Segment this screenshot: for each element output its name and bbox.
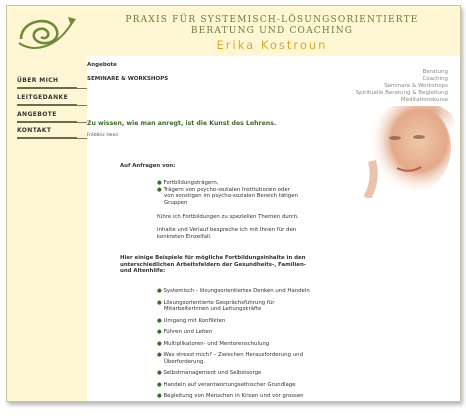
examples-heading: Hier einige Beispiele für mögliche Fortbildungsinhalte in den unterschiedlichen Arbeitsfeldern der Gesundheits-, Familien- und Altenhilfe: [120, 255, 307, 274]
bullet-icon: ● [157, 317, 162, 324]
request-text-1: führe ich Fortbildungen zu speziellen Themen durch. [157, 214, 299, 220]
page-frame [6, 5, 461, 402]
nav-underline [17, 137, 77, 139]
list-item: ● Fortbildungsträgern, [157, 180, 219, 186]
bullet-icon: ● [157, 370, 162, 376]
list-item: ● Führen und Leiten [157, 329, 213, 335]
bullet-icon: ● [157, 288, 162, 294]
list-item: ● Was stresst mich? – Zwischen Herausforderung und Überforderung. [157, 352, 303, 365]
section-title: SEMINARE & WORKSHOPS [87, 76, 169, 82]
nav-underline [17, 104, 77, 106]
bullet-icon: ● [157, 352, 162, 358]
request-heading: Auf Anfragen von: [120, 163, 176, 169]
portrait-photo [337, 106, 455, 198]
spiral-logo-icon[interactable] [13, 9, 79, 53]
sidebar-item-label: ANGEBOTE [17, 111, 57, 118]
list-item: ● Selbstmanagement und Selbstsorge [157, 370, 262, 376]
bullet-icon: ● [157, 340, 162, 347]
list-item: Gruppen [164, 199, 188, 206]
bullet-icon: ● [157, 393, 162, 399]
sidebar-item-ueber-mich[interactable] [17, 77, 87, 89]
sidebar-item-label: ÜBER MICH [17, 77, 59, 84]
quote-author: Frédéric Henri [87, 133, 119, 138]
sidebar-item-angebote[interactable] [17, 111, 87, 123]
bullet-icon: ● [157, 329, 162, 335]
list-item: ● Lösungsorientierte Gesprächsführung für MitarbeiterInnen und Leitungskräfte [157, 299, 275, 312]
subnav-item-coaching[interactable]: Coaching [422, 76, 448, 82]
request-list [157, 180, 298, 206]
list-item: ● Trägern von psycho-sozialen Institutionen oder [157, 186, 290, 193]
subnav-item-spirituelle-beratung[interactable]: Spirituelle Beratung & Begleitung [355, 90, 448, 96]
bullet-icon: ● [157, 299, 162, 306]
request-text-2: Inhalte und Verlauf bespreche ich mit Ihnen für den konkreten Einzelfall. [157, 227, 297, 240]
subnav-item-beratung[interactable]: Beratung [422, 69, 448, 75]
list-item: von sonstigen im psycho-sozialen Bereich tätigen [164, 193, 298, 199]
bullet-icon: ● [157, 186, 162, 193]
sidebar [7, 56, 87, 401]
subnav-item-seminare[interactable]: Seminare & Workshops [384, 83, 448, 89]
list-item: ● Systemisch - lösungsorientiertes Denken und Handeln [157, 288, 310, 294]
subnav-item-meditationskurse[interactable]: Meditationskurse [400, 97, 448, 103]
list-item: ● Handeln auf verantwortungsethischer Grundlage [157, 381, 296, 388]
tagline-line-1: PRAXIS FÜR SYSTEMISCH-LÖSUNGSORIENTIERTE [125, 15, 419, 25]
bullet-icon: ● [157, 180, 162, 186]
nav-underline [17, 121, 77, 123]
bullet-icon: ● [157, 381, 162, 388]
sidebar-item-leitgedanke[interactable] [17, 94, 87, 106]
nav-underline [17, 87, 77, 89]
list-item: ● Umgang mit Konflikten [157, 317, 226, 324]
sidebar-item-label: LEITGEDANKE [17, 94, 69, 101]
tagline-line-2: BERATUNG UND COACHING [190, 26, 354, 36]
list-item: ● Multiplikatoren- und Mentorenschulung [157, 340, 270, 347]
list-item: ● Begleitung von Menschen in Krisen und vor grossen [157, 393, 304, 399]
page-label: Angebote [87, 62, 117, 68]
examples-list [157, 288, 310, 402]
tagline [102, 15, 442, 37]
header [7, 6, 460, 54]
quote: Zu wissen, wie man anregt, ist die Kunst des Lehrens. [87, 120, 277, 127]
sub-navigation [356, 69, 448, 104]
brand-name: Erika Kostroun [216, 38, 328, 52]
sidebar-item-kontakt[interactable] [17, 127, 87, 139]
sidebar-item-label: KONTAKT [17, 127, 52, 134]
